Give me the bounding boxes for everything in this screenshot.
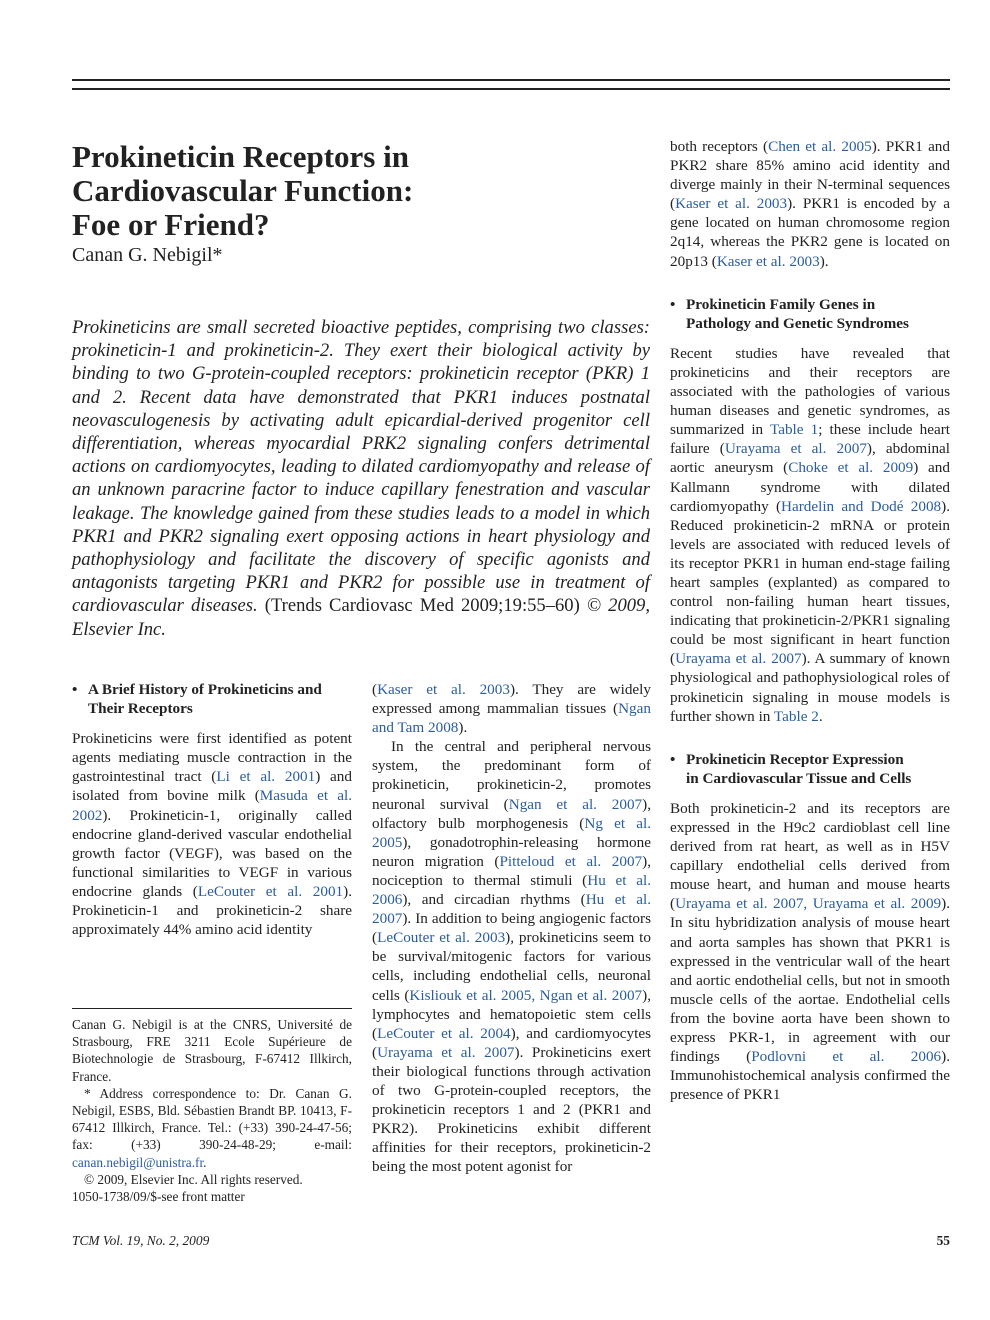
heading-line-1: Prokineticin Family Genes in — [686, 295, 876, 313]
ref-link[interactable]: Ngan and Tam 2008 — [372, 700, 651, 737]
ref-link[interactable]: Podlovni et al. 2006 — [751, 1048, 942, 1066]
ref-link[interactable]: Kaser et al. 2003 — [377, 681, 510, 698]
paragraph: (Kaser et al. 2003). They are widely expressed among mammalian tissues (Ngan and Tam 2008). — [372, 681, 651, 737]
ref-link[interactable]: Table 1 — [769, 421, 819, 439]
title-line-2: Cardiovascular Function: — [72, 173, 414, 208]
section-heading-history — [72, 680, 352, 718]
heading-line-2: Their Receptors — [88, 700, 193, 718]
ref-link[interactable]: LeCouter et al. 2004 — [377, 1024, 511, 1042]
spacer — [670, 271, 950, 295]
heading-line-1: Prokineticin Receptor Expression — [686, 750, 904, 768]
section-heading-genes — [670, 295, 950, 333]
footnote-copyright: © 2009, Elsevier Inc. All rights reserved. — [84, 1171, 303, 1187]
heading-line-1: A Brief History of Prokineticins and — [88, 681, 322, 698]
journal-citation: TCM Vol. 19, No. 2, 2009 — [72, 1233, 210, 1248]
ref-link[interactable]: LeCouter et al. 2003 — [377, 929, 506, 947]
page-number: 55 — [936, 1233, 950, 1248]
ref-link[interactable]: LeCouter et al. 2001 — [197, 882, 344, 900]
address-text: * Address correspondence to: Dr. Canan G. Nebigil, ESBS, Bld. Sébastien Brandt BP. 10413, F-67412 Illkirch, France. Tel.: (+33) 390-24-47-56; fax: (+33) 390-24-48-29; e-mail: — [72, 1085, 352, 1153]
abstract-copyright: © 2009, Elsevier Inc. — [72, 595, 650, 640]
ref-link[interactable]: Table 2 — [773, 707, 819, 725]
section-heading-expression — [670, 750, 950, 788]
paragraph: In the central and peripheral nervous system, the predominant form of prokineticin, prokineticin-2, promotes neuronal survival (Ngan et al. 2007), olfactory bulb morphogenesis (Ng et al. 2005), gonadotrophin-releasing hormone neuron migration (Pitteloud et al. 2007), nociception to thermal stimuli (Hu et al. 2006), and circadian rhythms (Hu et al. 2007). In addition to being angiogenic factors (LeCouter et al. 2003), prokineticins seem to be survival/mitogenic factors for various cells, including endothelial cells, neuronal cells (Kisliouk et al. 2005, Ngan et al. 2007), lymphocytes and hematopoietic stem cells (LeCouter et al. 2004), and cardiomyocytes (Urayama et al. 2007). Prokineticins exert their biological functions through activation of two G-protein-coupled receptors, the prokineticin receptors 1 and 2 (PKR1 and PKR2). Prokineticins exhibit different affinities for their receptors, prokineticin-2 being the most potent agonist for — [372, 738, 652, 1176]
address-end: . — [203, 1154, 207, 1170]
ref-link[interactable]: Kisliouk et al. 2005, Ngan et al. 2007 — [409, 986, 643, 1004]
bullet-icon: • — [670, 295, 676, 313]
footnote-address — [72, 1085, 352, 1171]
footnote — [72, 1008, 352, 1205]
ref-link[interactable]: Urayama et al. 2007 — [724, 440, 867, 458]
footnote-affiliation: Canan G. Nebigil is at the CNRS, Université de Strasbourg, FRE 3211 Ecole Supérieure de Biotechnologie de Strasbourg, F-67412 Illkirch, France. — [72, 1017, 352, 1084]
paragraph: Both prokineticin-2 and its receptors are expressed in the H9c2 cardioblast cell line derived from rat heart, as well as in H5V capillary endothelial cells derived from mouse heart, and human and mouse hearts (Urayama et al. 2007, Urayama et al. 2009). In situ hybridization analysis of mouse heart and aorta samples has shown that PKR1 is expressed in the ventricular wall of the heart and aortic endothelial cells, but not in smooth muscle cells of the aortae. Endothelial cells from the bovine aorta have been shown to express PKR-1, in agreement with our findings (Podlovni et al. 2006). Immunohistochemical analysis confirmed the presence of PKR1 — [670, 799, 951, 1104]
ref-link[interactable]: Ng et al. 2005 — [372, 814, 651, 851]
ref-link[interactable]: Hu et al. 2007 — [372, 891, 651, 928]
ref-link[interactable]: Hardelin and Dodé 2008 — [781, 497, 942, 515]
ref-link[interactable]: Pitteloud et al. 2007 — [499, 852, 643, 870]
author-name: Canan G. Nebigil* — [72, 244, 223, 266]
ref-link[interactable]: Kaser et al. 2003 — [716, 252, 820, 270]
top-rule-thin — [72, 79, 950, 81]
title-line-3: Foe or Friend? — [72, 207, 270, 242]
email-link[interactable]: canan.nebigil@unistra.fr — [72, 1154, 204, 1170]
heading-line-2: in Cardiovascular Tissue and Cells — [686, 769, 912, 787]
ref-link[interactable]: Chen et al. 2005 — [768, 138, 872, 155]
title-line-1: Prokineticin Receptors in — [72, 139, 409, 174]
heading-line-2: Pathology and Genetic Syndromes — [686, 314, 909, 332]
column-2 — [372, 680, 651, 1176]
bullet-icon: • — [72, 681, 78, 698]
ref-link[interactable]: Choke et al. 2009 — [788, 459, 914, 477]
abstract-text: Prokineticins are small secreted bioactive peptides, comprising two classes: prokineticin-1 and prokineticin-2. They exert their biological activity by binding to two G-protein-coupled receptors: prokineticin receptor (PKR) 1 and 2. Recent data have demonstrated that PKR1 induces postnatal neovasculogenesis by activating adult epicardial-derived progenitor cell differentiation, whereas myocardial PRK2 signaling confers detrimental actions on cardiomyocytes, leading to dilated cardiomyopathy and release of an unknown paracrine factor to induce capillary fenestration and vascular leakage. The knowledge gained from these studies leads to a model in which PKR1 and PKR2 signaling exert opposing actions in heart physiology and pathophysiology and facilitate the discovery of specific agonists and antagonists targeting PKR1 and PKR2 for possible use in treatment of cardiovascular diseases. — [72, 317, 650, 617]
ref-link[interactable]: Urayama et al. 2007 — [675, 650, 802, 668]
ref-link[interactable]: Urayama et al. 2007, Urayama et al. 2009 — [675, 895, 942, 913]
ref-link[interactable]: Li et al. 2001 — [216, 768, 316, 786]
ref-link[interactable]: Masuda et al. 2002 — [72, 787, 352, 824]
paragraph: Recent studies have revealed that prokineticins and their receptors are associated with the pathologies of various human diseases and genetic syndromes, as summarized in Table 1; these include heart failure (Urayama et al. 2007), abdominal aortic aneurysm (Choke et al. 2009) and Kallmann syndrome with dilated cardiomyopathy (Hardelin and Dodé 2008). Reduced prokineticin-2 mRNA or protein levels are associated with reduced levels of its receptor PKR1 in human end-stage failing heart samples (explanted) as compared to control non-failing human heart tissues, indicating that prokineticin-2/PKR1 signaling could be most significant in heart function (Urayama et al. 2007). A summary of known physiological and pathophysiological roles of prokineticin signaling in mouse models is further shown in Table 2. — [670, 344, 951, 725]
footnote-issn: 1050-1738/09/$-see front matter — [72, 1189, 245, 1205]
paragraph: both receptors (Chen et al. 2005). PKR1 and PKR2 share 85% amino acid identity and diverge mainly in their N-terminal sequences (Kaser et al. 2003). PKR1 is encoded by a gene located on human chromosome region 2q14, whereas the PKR2 gene is located on 20p13 (Kaser et al. 2003). — [670, 138, 951, 270]
abstract — [72, 316, 650, 641]
ref-link[interactable]: Kaser et al. 2003 — [675, 195, 788, 213]
ref-link[interactable]: Urayama et al. 2007 — [377, 1043, 515, 1061]
article-title — [72, 140, 492, 242]
spacer — [670, 726, 950, 750]
column-3 — [670, 137, 950, 1104]
ref-link[interactable]: Hu et al. 2006 — [372, 871, 651, 909]
top-rule-thick — [72, 88, 950, 90]
ref-link[interactable]: Ngan et al. 2007 — [508, 795, 643, 813]
bullet-icon: • — [670, 750, 676, 768]
abstract-citation: (Trends Cardiovasc Med 2009;19:55–60) — [257, 595, 587, 617]
column-1 — [72, 680, 352, 939]
paragraph: Prokineticins were first identified as potent agents mediating muscle contraction in the gastrointestinal tract (Li et al. 2001) and isolated from bovine milk (Masuda et al. 2002). Prokineticin-1, originally called endocrine gland-derived vascular endothelial growth factor (VEGF), was based on the functional similarities to VEGF in various endocrine glands (LeCouter et al. 2001). Prokineticin-1 and prokineticin-2 share approximately 44% amino acid identity — [72, 730, 352, 939]
